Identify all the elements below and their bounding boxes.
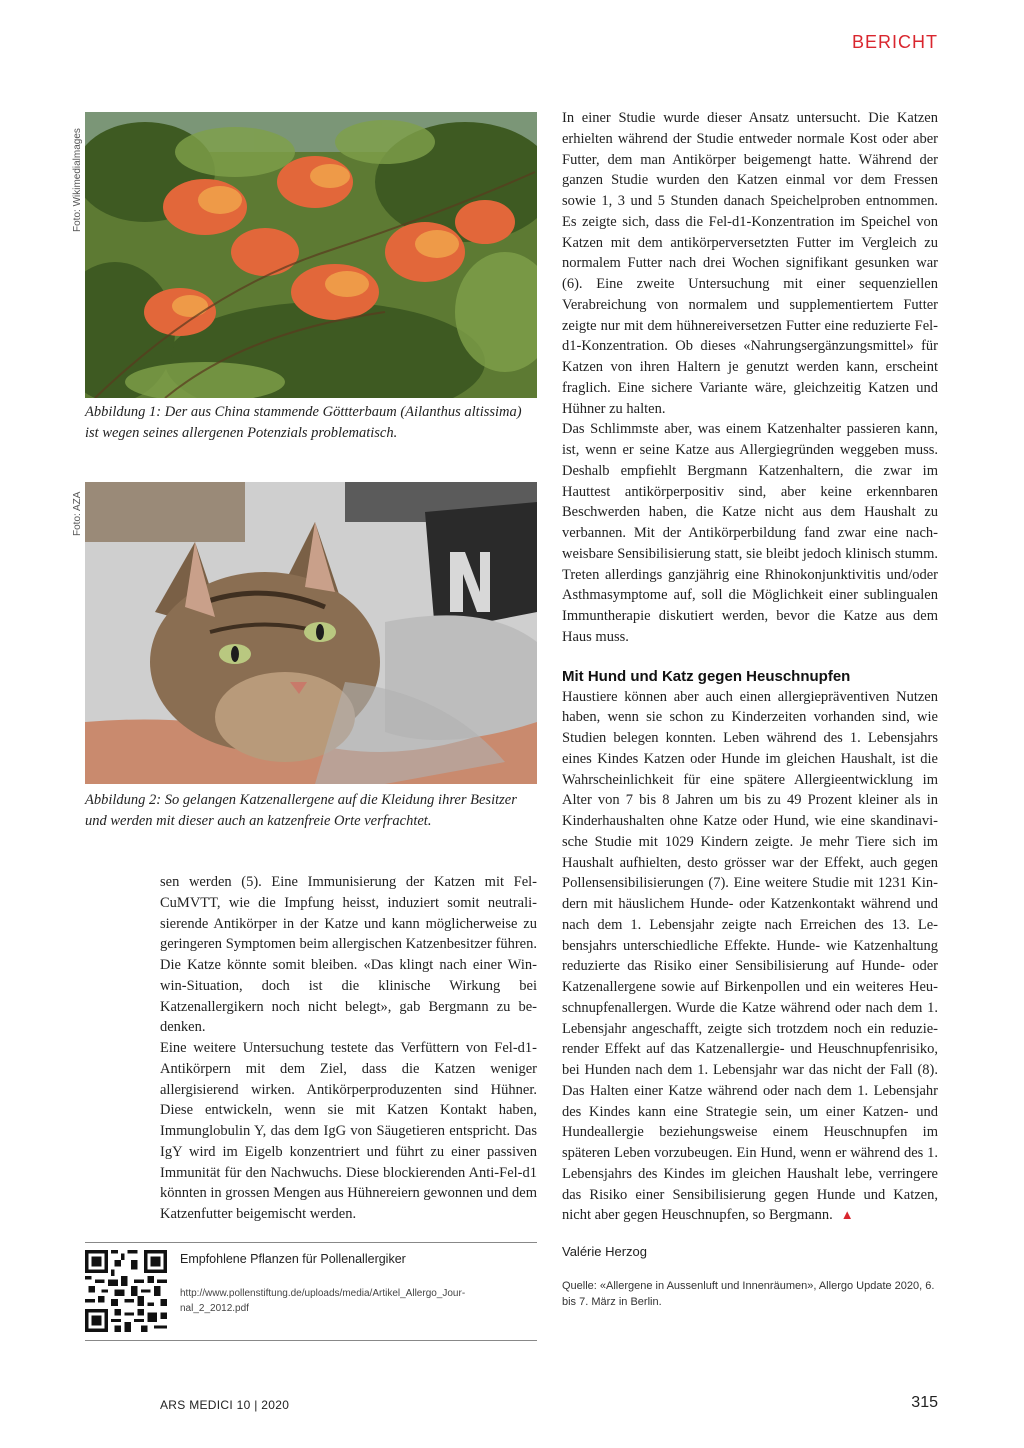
left-column: [160, 872, 537, 1225]
photo-credit-1: Foto: Wikimedialmages: [72, 128, 83, 232]
page-number: 315: [911, 1394, 938, 1411]
figure-tree-photo: [85, 112, 537, 398]
right-paragraph-3-text: Haustiere können aber auch einen allergiepräventiven Nutzen haben, wenn sie schon zu Kinderzeiten vorhanden sind, wie Studien belegen konnten. Leben während des 1. Lebensjahrs eines Kindes Katzen oder Hunde im gleichen Haushalt, ist die Wahrscheinlichkeit für eine spätere Allergieentwicklung im Alter von 7 bis 8 Jahren um bis zu 49 Prozent kleiner als in Kinderhaushalten ohne Katze oder Hund, wie eine skandinavische Studie mit 1029 Kindern zeigte. Je mehr Tiere sich im Haushalt aufhielten, desto grösser war der Effekt, auch gegen Pollensensibilisierungen (7). Eine weitere Studie mit 1231 Kindern mit häuslichem Hunde- oder Katzenkontakt während und nach dem 1. Lebensjahr zeigte nach Erreichen des 13. Lebensjahrs unterschiedliche Effekte. Hunde- wie Katzenhaltung reduzierte das Risiko einer Sensibilisierung auf Hunde- oder Katzenallergene sowie auf Birkenpollen und ein weiteres Heuschnupfenallergen. Wurde die Katze während oder nach dem 1. Lebensjahr angeschafft, zeigte sich trotzdem noch ein reduzierender Effekt auf das Katzenallergie- und Heuschnupfenrisiko, bei Hunden nach dem 1. Lebensjahr war das nicht der Fall (8). Das Halten einer Katze während oder nach dem 1. Lebensjahr des Kindes kann eine Strategie sein, um einer Katzen- und Hundeallergie beziehungsweise einem Heuschnupfen im späteren Leben vorzubeugen. Ein Hund, wenn er während des 1. Lebensjahrs des Kindes im gleichen Haushalt lebe, verringere das Risiko einer Sensibilisierung gegen Hunde und Katzen, nicht aber gegen Heuschnupfen, so Bergmann.: [562, 688, 938, 1224]
source-note: Quelle: «Allergene in Aussenluft und Innenräumen», Allergo Update 2020, 6. bis 7. März in Berlin.: [562, 1280, 935, 1308]
end-of-article-icon: ▲: [840, 1207, 854, 1223]
left-paragraph-1: sen werden (5). Eine Immunisierung der Katzen mit Fel-CuMVTT, wie die Impfung heisst, induziert somit neutralisierende Antikörper in der Katze und kann möglicherweise zu geringeren Symptomen beim allergischen Katzenbesitzer führen. Die Katze könnte somit bleiben. «Das klingt nach einer Win-win-Situation, doch ist die klinische Wirkung bei Katzenallergikern noch nicht belegt», gab Bergmann zu bedenken.: [160, 874, 537, 1036]
photo-credit-2: Foto: AZA: [72, 491, 83, 536]
tree-photo-illustration: [85, 112, 537, 398]
figure-cat-photo: [85, 482, 537, 784]
right-paragraph-3: [562, 687, 938, 1227]
journal-footer: ARS MEDICI 10 | 2020: [160, 1398, 290, 1412]
right-column: [562, 108, 938, 1226]
right-paragraph-1: In einer Studie wurde dieser Ansatz untersucht. Die Katzen erhielten während der Studie entweder normale Kost oder aber Futter, dem man Antikörper beigemengt hatte. Während der ganzen Studie wurden den Katzen einmal vor dem Fressen sowie 1, 3 und 5 Stunden danach Speichelproben entnommen. Es zeigte sich, dass die Fel-d1-Konzentration im Speichel von Katzen mit dem antikörperversetzten Futter im Vergleich zu normalem Futter nach drei Wochen signifikant gesunken war (6). Eine zweite Untersuchung mit einer sequenziellen Verabreichung von normalem und supplementiertem Futter zeigte nur mit dem hühnereiversetzen Futter eine reduzierte Fel-d1-Konzentration. Ob dieses «Nahrungsergänzungsmittel» für Katzen von ihren Haltern je genutzt werden kann, erscheint fraglich. Eine sichere Variante wäre, gleichzeitig Katzen und Hühner zu halten.: [562, 110, 938, 417]
info-box-bottom-rule: [85, 1340, 537, 1341]
info-box-link[interactable]: http://www.pollenstiftung.de/uploads/media/Artikel_Allergo_Journal_2_2012.pdf: [180, 1288, 466, 1314]
figure-1-caption: Abbildung 1: Der aus China stammende Göttterbaum (Ailanthus altissima) ist wegen seines allergenen Potenzials problematisch.: [85, 404, 522, 441]
info-box-top-rule: [85, 1242, 537, 1243]
section-label: BERICHT: [851, 32, 938, 52]
cat-photo-illustration: [85, 482, 537, 784]
figure-2-caption: Abbildung 2: So gelangen Katzenallergene auf die Kleidung ihrer Besitzer und werden mit dieser auch an katzenfreie Orte verfrachtet.: [85, 792, 517, 829]
author-name: Valérie Herzog: [562, 1244, 648, 1259]
right-paragraph-2: Das Schlimmste aber, was einem Katzenhalter passieren kann, ist, wenn er seine Katze aus Allergiegründen weggeben muss. Deshalb empfiehlt Bergmann Katzenhaltern, die zwar im Hauttest antikörperpositiv sind, aber keine erkennbaren Beschwerden haben, die Katze nicht aus dem Haushalt zu verbannen. Mit der Antikörperbildung fand zwar eine nachweisbare Sensibilisierung statt, sie bleibt jedoch klinisch stumm. Treten allerdings ganzjährig eine Rhinokonjunktivitis und/oder Asthmasymptome auf, soll die Möglichkeit einer sublingualen Immuntherapie diskutiert werden, bevor die Katze aus dem Haus muss.: [562, 421, 938, 645]
qr-code-icon[interactable]: [85, 1250, 167, 1332]
section-subheading: Mit Hund und Katz gegen Heuschnupfen: [562, 667, 851, 685]
left-paragraph-2: Eine weitere Untersuchung testete das Verfüttern von Fel-d1-Antikörpern mit dem Ziel, dass die Katzen weniger allergisierend wirken. Antikörperproduzenten sind Hühner. Diese entwickeln, wenn sie mit Katzen Kontakt haben, Immunglobulin Y, das dem IgG von Säugetieren entspricht. Das IgY wird im Eigelb konzentriert und führt zu einer passiven Immunität für den Nachwuchs. Diese blockierenden Anti-Fel-d1 könnten in grossen Mengen aus Hühnereiern gewonnen und dem Katzenfutter beigemischt werden.: [160, 1040, 537, 1222]
info-box-title: Empfohlene Pflanzen für Pollenallergiker: [180, 1252, 406, 1266]
